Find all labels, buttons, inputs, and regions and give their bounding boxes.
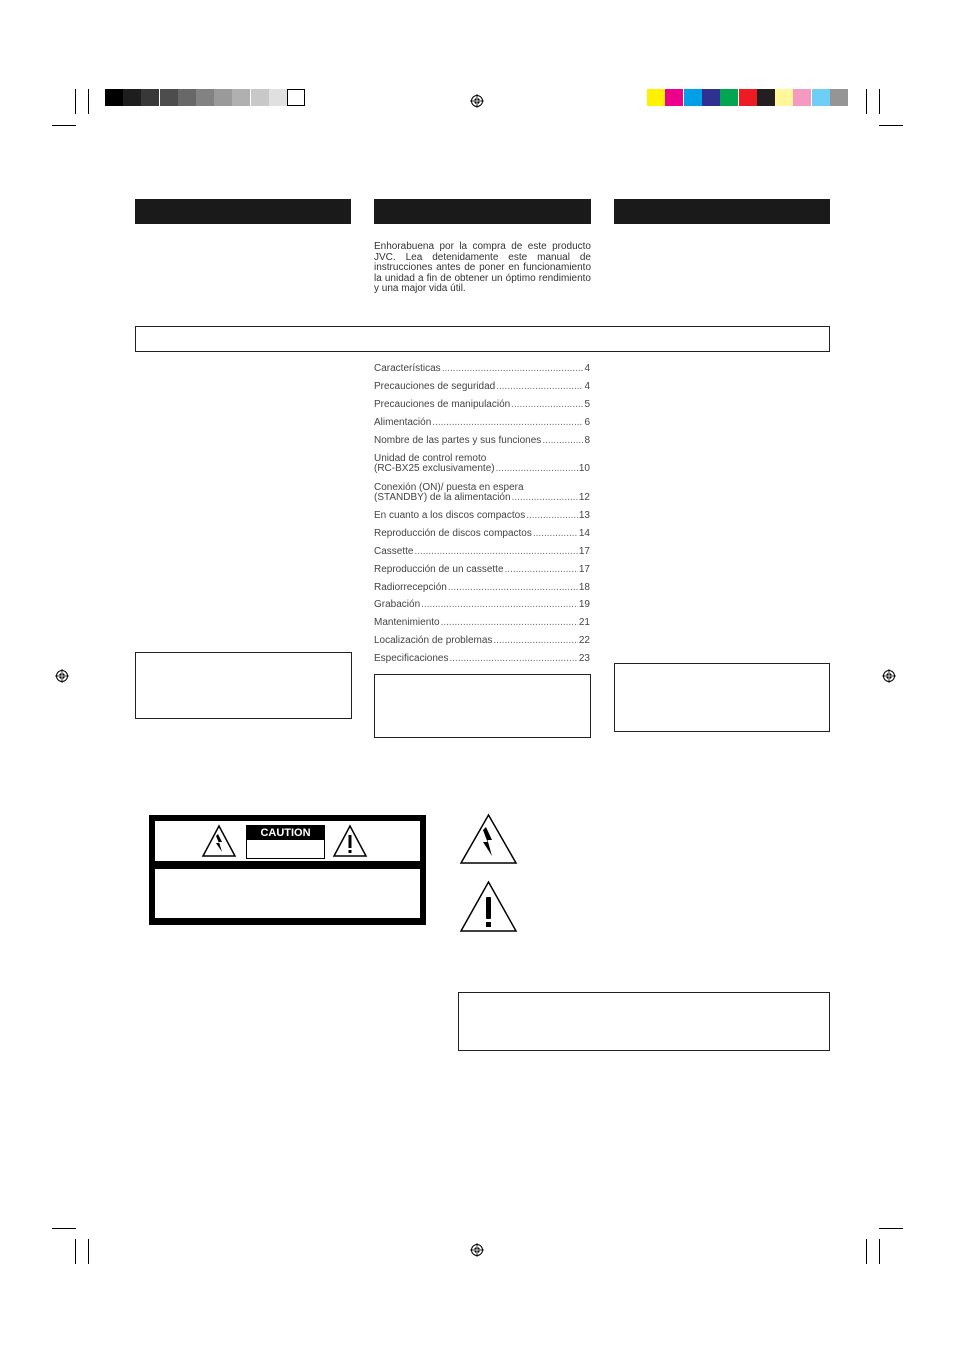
color-swatch bbox=[775, 89, 793, 106]
toc-entry bbox=[374, 600, 590, 610]
note-box-right bbox=[614, 663, 830, 732]
lightning-triangle-icon bbox=[201, 824, 237, 858]
column-header-bar-center bbox=[374, 199, 591, 224]
toc-entry-title: En cuanto a los discos compactos bbox=[374, 510, 526, 521]
toc-entry-page: 4 bbox=[584, 363, 590, 374]
color-swatch bbox=[178, 89, 196, 106]
toc-entry bbox=[374, 583, 590, 593]
note-box-center bbox=[374, 674, 591, 738]
toc-entry bbox=[374, 418, 590, 428]
toc-dot-leader bbox=[414, 547, 577, 557]
toc-entry-title: (RC-BX25 exclusivamente) bbox=[374, 463, 495, 474]
toc-entry-page: 18 bbox=[578, 582, 590, 593]
registration-mark-icon bbox=[470, 1243, 484, 1257]
caution-badge bbox=[246, 825, 325, 859]
crop-mark bbox=[52, 1228, 76, 1229]
toc-entry-page: 22 bbox=[578, 635, 590, 646]
toc-entry-page: 5 bbox=[584, 399, 590, 410]
color-swatch bbox=[684, 89, 702, 106]
color-swatch bbox=[214, 89, 232, 106]
toc-dot-leader bbox=[542, 436, 583, 446]
exclamation-triangle-icon bbox=[459, 880, 518, 933]
crop-mark bbox=[866, 89, 867, 114]
color-swatch bbox=[830, 89, 848, 106]
toc-entry-title: Características bbox=[374, 363, 441, 374]
toc-entry bbox=[374, 511, 590, 521]
color-swatch bbox=[812, 89, 830, 106]
registration-mark-icon bbox=[882, 669, 896, 683]
crop-mark bbox=[88, 89, 89, 114]
caution-label-bottom bbox=[155, 869, 420, 918]
toc-entry-title: Precauciones de manipulación bbox=[374, 399, 511, 410]
color-swatch bbox=[757, 89, 775, 106]
color-swatch bbox=[702, 89, 720, 106]
toc-entry-title: Reproducción de discos compactos bbox=[374, 528, 532, 539]
caution-label-panel bbox=[149, 815, 426, 925]
intro-paragraph: Enhorabuena por la compra de este producto JVC. Lea detenidamente este manual de instrucciones antes de poner en funcionamiento la unidad a fin de obtener un óptimo rendimiento y una major vida útil. bbox=[374, 241, 591, 295]
crop-mark bbox=[879, 89, 880, 114]
color-swatch bbox=[141, 89, 159, 106]
toc-entry bbox=[374, 565, 590, 575]
toc-entry bbox=[374, 529, 590, 539]
toc-dot-leader bbox=[448, 583, 578, 593]
color-swatch bbox=[123, 89, 141, 106]
toc-entry-title: Nombre de las partes y sus funciones bbox=[374, 435, 542, 446]
toc-entry-title: Localización de problemas bbox=[374, 635, 493, 646]
toc-entry-title: Grabación bbox=[374, 599, 421, 610]
toc-entry-title: Mantenimiento bbox=[374, 617, 440, 628]
toc-dot-leader bbox=[512, 493, 578, 503]
toc-entry bbox=[374, 636, 590, 646]
caution-badge-title: CAUTION bbox=[247, 826, 324, 840]
toc-entry-title: Alimentación bbox=[374, 417, 432, 428]
toc-entry-title: (STANDBY) de la alimentación bbox=[374, 492, 511, 503]
color-swatch bbox=[720, 89, 738, 106]
toc-entry bbox=[374, 483, 590, 503]
contents-heading-box bbox=[135, 326, 830, 352]
toc-entry-page: 14 bbox=[578, 528, 590, 539]
crop-mark bbox=[879, 1239, 880, 1264]
crop-mark bbox=[866, 1239, 867, 1264]
toc-entry-page: 13 bbox=[578, 510, 590, 521]
toc-entry-page: 23 bbox=[578, 653, 590, 664]
toc-entry bbox=[374, 400, 590, 410]
crop-mark bbox=[52, 125, 76, 126]
toc-entry bbox=[374, 436, 590, 446]
toc-entry-title-line1: Unidad de control remoto bbox=[374, 453, 487, 464]
crop-mark bbox=[75, 1239, 76, 1264]
registration-mark-icon bbox=[470, 94, 484, 108]
toc-entry-page: 12 bbox=[578, 492, 590, 503]
toc-dot-leader bbox=[496, 464, 578, 474]
toc-dot-leader bbox=[511, 400, 583, 410]
toc-dot-leader bbox=[496, 382, 583, 392]
toc-entry-title-line1: Conexión (ON)/ puesta en espera bbox=[374, 482, 524, 493]
toc-dot-leader bbox=[432, 418, 583, 428]
toc-entry bbox=[374, 382, 590, 392]
toc-entry-page: 17 bbox=[578, 564, 590, 575]
toc-dot-leader bbox=[533, 529, 578, 539]
toc-entry-page: 6 bbox=[584, 417, 590, 428]
color-swatch bbox=[739, 89, 757, 106]
registration-mark-icon bbox=[55, 669, 69, 683]
toc-entry-title: Radiorrecepción bbox=[374, 582, 447, 593]
toc-entry bbox=[374, 454, 590, 474]
crop-mark bbox=[879, 1228, 903, 1229]
note-box-left bbox=[135, 652, 352, 719]
toc-dot-leader bbox=[526, 511, 578, 521]
toc-entry-title: Especificaciones bbox=[374, 653, 449, 664]
toc-entry bbox=[374, 618, 590, 628]
toc-dot-leader bbox=[493, 636, 577, 646]
toc-entry-page: 10 bbox=[578, 463, 590, 474]
lightning-triangle-icon bbox=[459, 813, 518, 865]
toc-dot-leader bbox=[441, 618, 578, 628]
exclamation-triangle-icon bbox=[332, 824, 368, 858]
column-header-bar-right bbox=[614, 199, 830, 224]
toc-entry-page: 21 bbox=[578, 617, 590, 628]
toc-entry-page: 17 bbox=[578, 546, 590, 557]
crop-mark bbox=[88, 1239, 89, 1264]
color-swatch bbox=[196, 89, 214, 106]
color-swatch bbox=[793, 89, 811, 106]
toc-entry bbox=[374, 654, 590, 664]
toc-dot-leader bbox=[449, 654, 577, 664]
color-swatch bbox=[647, 89, 665, 106]
toc-entry-title: Reproducción de un cassette bbox=[374, 564, 504, 575]
color-swatch bbox=[269, 89, 287, 106]
toc-entry-page: 4 bbox=[584, 381, 590, 392]
toc-entry-title: Cassette bbox=[374, 546, 414, 557]
crop-mark bbox=[75, 89, 76, 114]
toc-entry bbox=[374, 364, 590, 374]
color-swatch bbox=[105, 89, 123, 106]
color-swatch bbox=[160, 89, 178, 106]
toc-entry-title: Precauciones de seguridad bbox=[374, 381, 496, 392]
color-swatch bbox=[232, 89, 250, 106]
toc-entry-page: 8 bbox=[584, 435, 590, 446]
toc-entry-page: 19 bbox=[578, 599, 590, 610]
column-header-bar-left bbox=[135, 199, 351, 224]
color-swatch bbox=[665, 89, 683, 106]
toc-dot-leader bbox=[442, 364, 584, 374]
toc-dot-leader bbox=[505, 565, 578, 575]
color-swatch bbox=[287, 89, 305, 106]
bottom-note-box bbox=[458, 992, 830, 1051]
toc-dot-leader bbox=[421, 600, 578, 610]
crop-mark bbox=[879, 125, 903, 126]
color-swatch bbox=[251, 89, 269, 106]
toc-entry bbox=[374, 547, 590, 557]
